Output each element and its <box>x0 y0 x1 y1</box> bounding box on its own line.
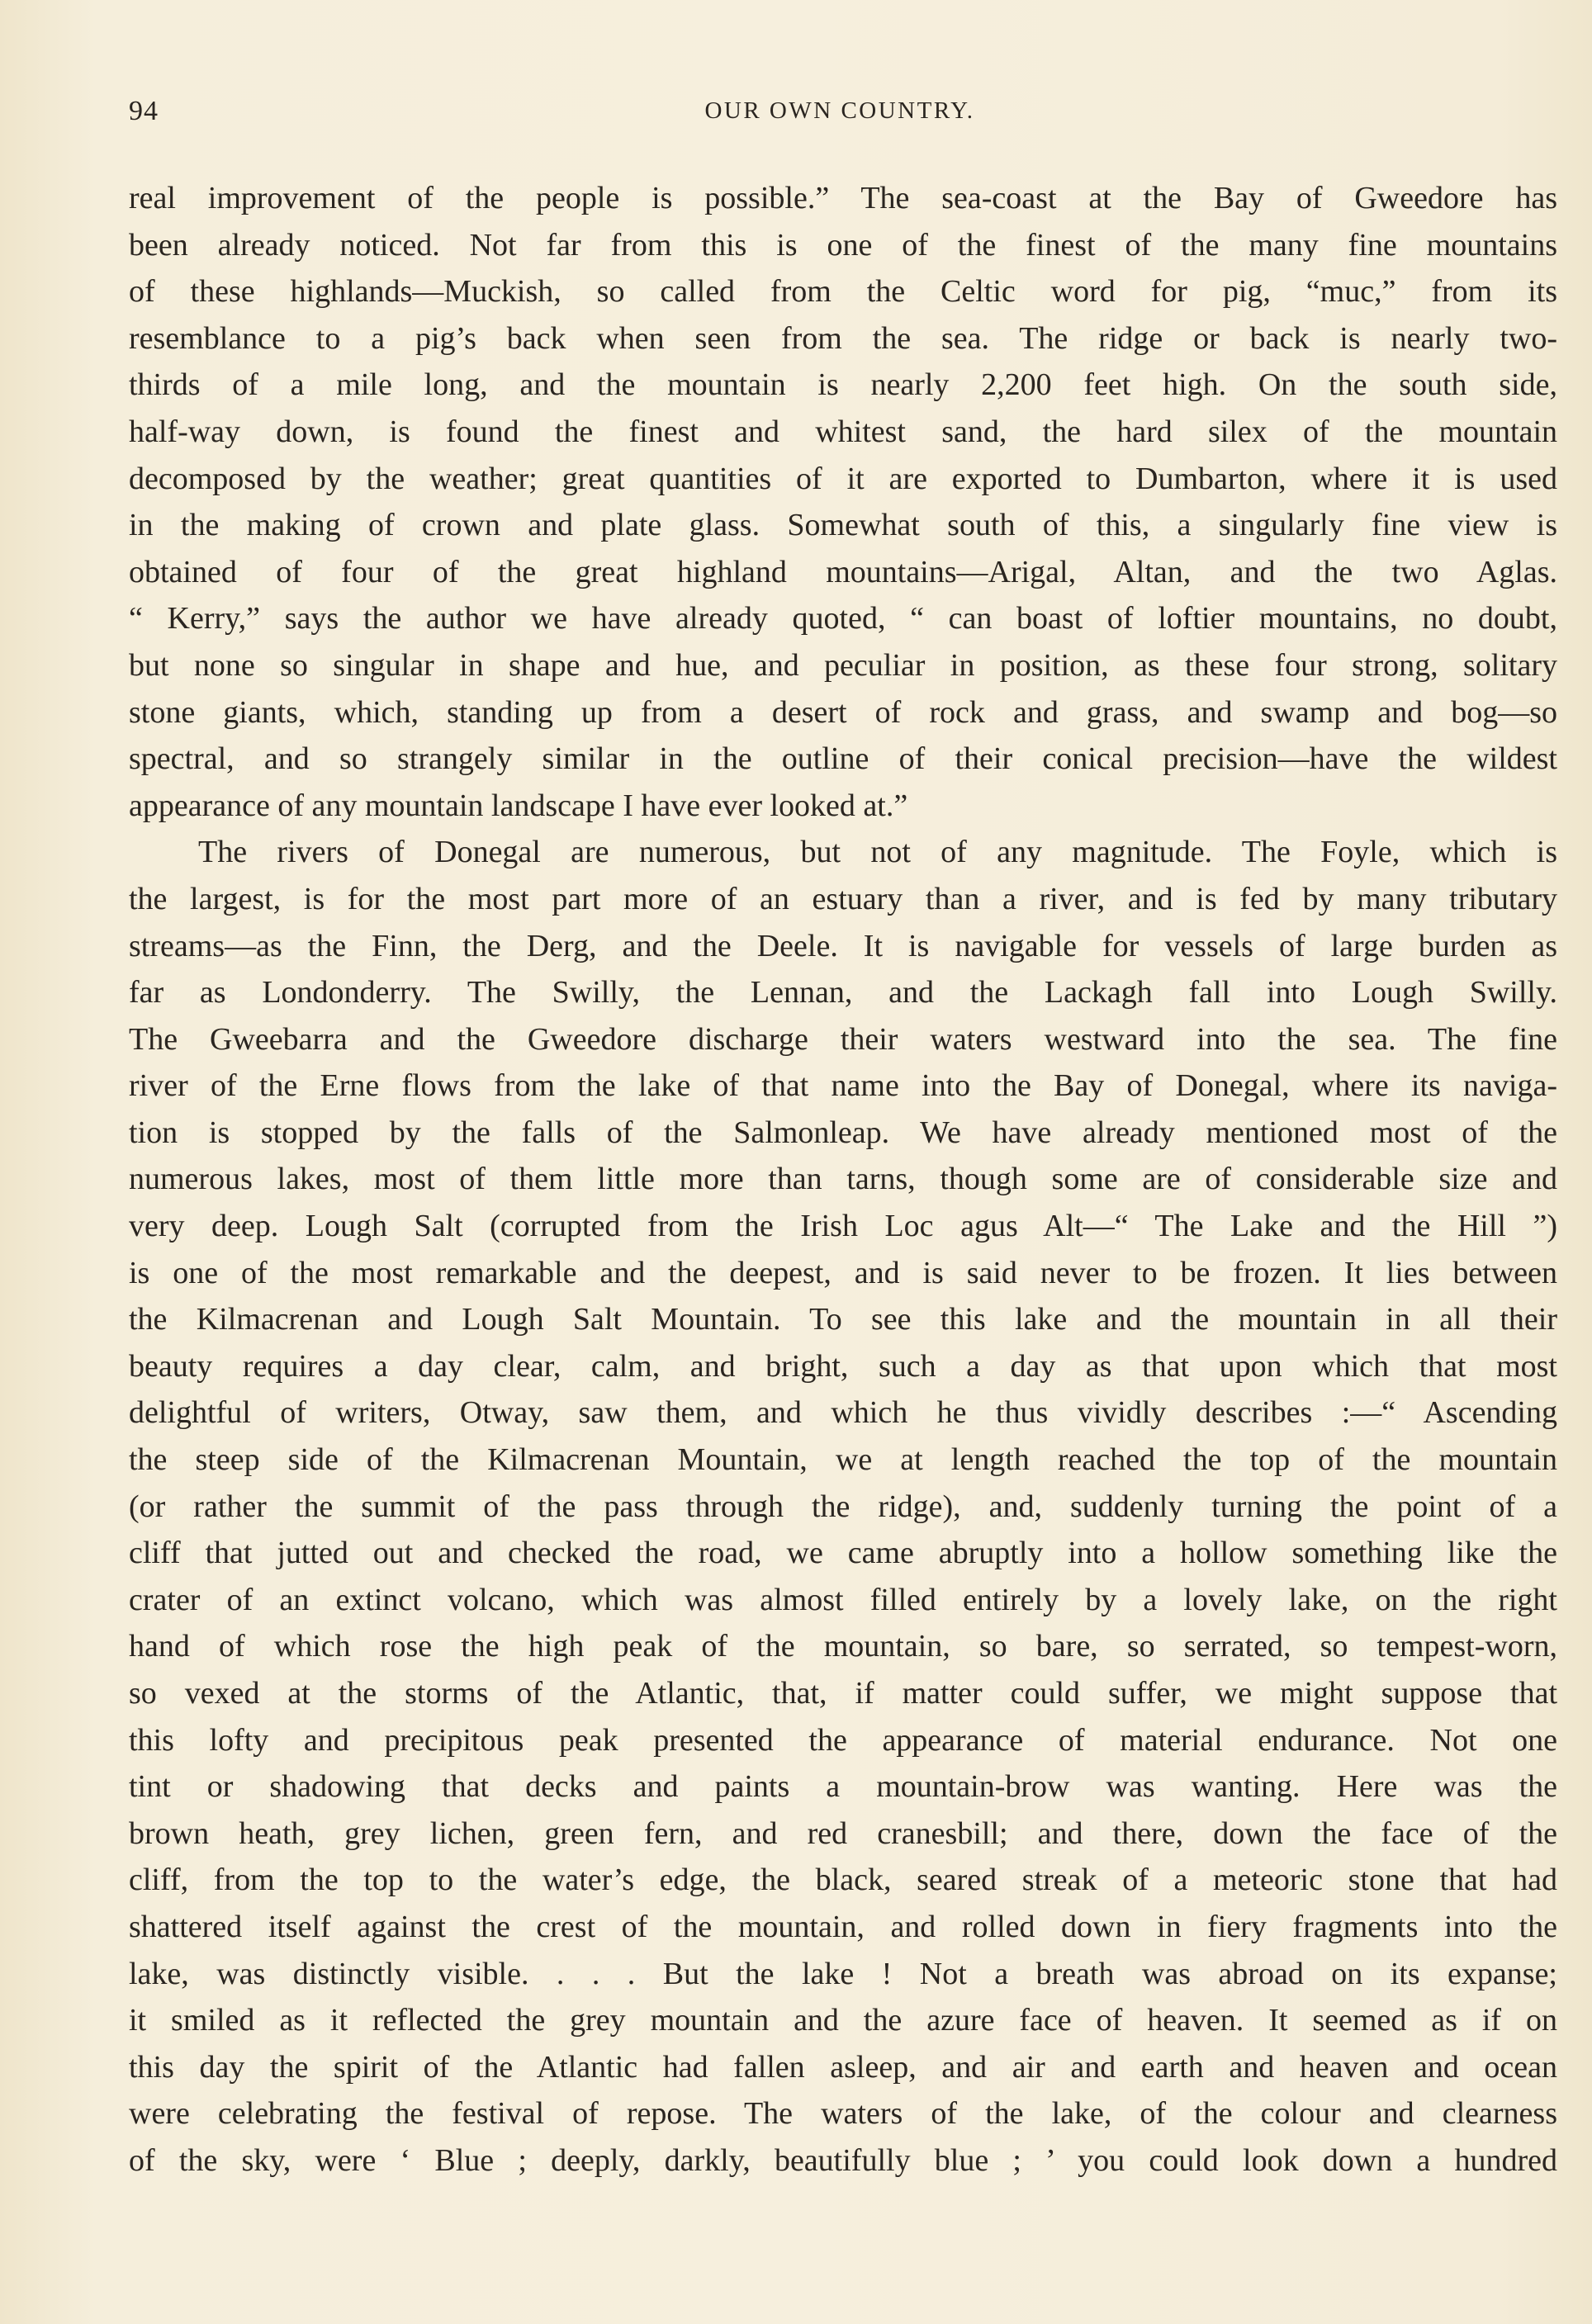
text-line: the steep side of the Kilmacrenan Mountain, we at length reached the top of the mountain <box>129 1442 1557 1478</box>
text-line: of these highlands—Muckish, so called from the Celtic word for pig, “muc,” from its <box>129 274 1557 310</box>
text-line: (or rather the summit of the pass through the ridge), and, suddenly turning the point of a <box>129 1489 1557 1524</box>
text-line: lake, was distinctly visible. . . . But the lake ! Not a breath was abroad on its expanse; <box>129 1956 1557 1991</box>
text-line: streams—as the Finn, the Derg, and the Deele. It is navigable for vessels of large burden as <box>129 928 1557 963</box>
text-line: real improvement of the people is possible.” The sea-coast at the Bay of Gweedore has <box>129 181 1557 215</box>
page-number: 94 <box>129 96 159 126</box>
body-text <box>129 175 1557 2184</box>
text-line: shattered itself against the crest of the mountain, and rolled down in fiery fragments into the <box>129 1909 1557 1944</box>
text-line: decomposed by the weather; great quantities of it are exported to Dumbarton, where it is used <box>129 461 1557 496</box>
text-line: delightful of writers, Otway, saw them, and which he thus vividly describes :—“ Ascending <box>129 1395 1557 1431</box>
text-line: cliff that jutted out and checked the road, we came abruptly into a hollow something like the <box>129 1536 1557 1571</box>
running-head <box>122 96 1557 137</box>
text-line: thirds of a mile long, and the mountain is nearly 2,200 feet high. On the south side, <box>129 367 1557 403</box>
text-line: hand of which rose the high peak of the mountain, so bare, so serrated, so tempest-worn, <box>129 1629 1557 1664</box>
text-line: appearance of any mountain landscape I have ever looked at.” <box>129 788 908 823</box>
text-line: spectral, and so strangely similar in the outline of their conical precision—have the wildest <box>129 741 1557 777</box>
text-line: this day the spirit of the Atlantic had fallen asleep, and air and earth and heaven and ocean <box>129 2049 1557 2085</box>
text-line: far as Londonderry. The Swilly, the Lennan, and the Lackagh fall into Lough Swilly. <box>129 975 1557 1011</box>
text-line: were celebrating the festival of repose. The waters of the lake, of the colour and clearness <box>129 2096 1557 2132</box>
text-line: river of the Erne flows from the lake of that name into the Bay of Donegal, where its naviga- <box>129 1068 1557 1104</box>
text-line: The rivers of Donegal are numerous, but not of any magnitude. The Foyle, which is <box>198 835 1557 870</box>
text-line: brown heath, grey lichen, green fern, and red cranesbill; and there, down the face of the <box>129 1815 1557 1851</box>
text-line: stone giants, which, standing up from a desert of rock and grass, and swamp and bog—so <box>129 694 1557 730</box>
paragraph <box>129 175 1557 829</box>
text-line: the Kilmacrenan and Lough Salt Mountain. To see this lake and the mountain in all their <box>129 1302 1557 1337</box>
text-line: tint or shadowing that decks and paints a mountain-brow was wanting. Here was the <box>129 1769 1557 1805</box>
text-line: The Gweebarra and the Gweedore discharge their waters westward into the sea. The fine <box>129 1021 1557 1057</box>
text-line: this lofty and precipitous peak presented the appearance of material endurance. Not one <box>129 1722 1557 1758</box>
text-line: “ Kerry,” says the author we have already quoted, “ can boast of loftier mountains, no doubt, <box>129 601 1557 637</box>
paragraph <box>129 829 1557 2184</box>
text-line: crater of an extinct volcano, which was almost filled entirely by a lovely lake, on the right <box>129 1582 1557 1617</box>
text-line: half-way down, is found the finest and whitest sand, the hard silex of the mountain <box>129 414 1557 449</box>
text-line: been already noticed. Not far from this is one of the finest of the many fine mountains <box>129 227 1557 263</box>
text-line: of the sky, were ‘ Blue ; deeply, darkly, beautifully blue ; ’ you could look down a hundred <box>129 2142 1557 2178</box>
text-line: so vexed at the storms of the Atlantic, that, if matter could suffer, we might suppose that <box>129 1676 1557 1711</box>
text-line: cliff, from the top to the water’s edge, the black, seared streak of a meteoric stone that had <box>129 1863 1557 1898</box>
text-line: beauty requires a day clear, calm, and bright, such a day as that upon which that most <box>129 1348 1557 1384</box>
text-line: tion is stopped by the falls of the Salmonleap. We have already mentioned most of the <box>129 1115 1557 1150</box>
text-line: obtained of four of the great highland mountains—Arigal, Altan, and the two Aglas. <box>129 554 1557 589</box>
text-line: is one of the most remarkable and the deepest, and is said never to be frozen. It lies between <box>129 1255 1557 1290</box>
text-line: it smiled as it reflected the grey mountain and the azure face of heaven. It seemed as if on <box>129 2003 1557 2038</box>
text-line: the largest, is for the most part more of an estuary than a river, and is fed by many tributary <box>129 881 1557 916</box>
text-line: numerous lakes, most of them little more than tarns, though some are of considerable size and <box>129 1162 1557 1197</box>
text-line: very deep. Lough Salt (corrupted from the Irish Loc agus Alt—“ The Lake and the Hill ”) <box>129 1209 1557 1244</box>
running-title: OUR OWN COUNTRY. <box>704 97 975 124</box>
text-line: resemblance to a pig’s back when seen from the sea. The ridge or back is nearly two- <box>129 320 1557 356</box>
text-line: but none so singular in shape and hue, and peculiar in position, as these four strong, solitary <box>129 647 1557 683</box>
text-line: in the making of crown and plate glass. Somewhat south of this, a singularly fine view is <box>129 508 1557 543</box>
